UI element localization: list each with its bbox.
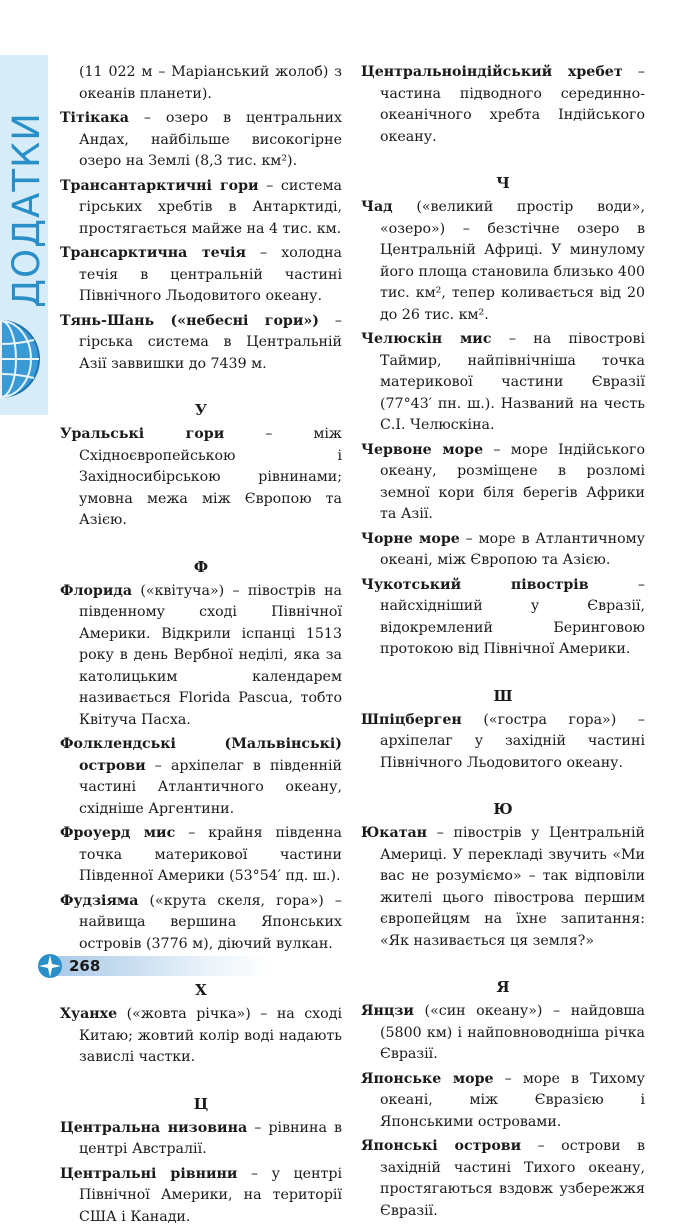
entry-definition: («син океану») – найдовша (5800 км) і найповноводніша річка Євразії. <box>380 1003 645 1062</box>
entry-definition: – частина підводного серединно-океанічного хребта Індійського океану. <box>380 64 645 145</box>
entry-term: Центральні рівнини <box>60 1165 238 1182</box>
entry-definition: (11 022 м – Маріанський жолоб) з океанів планети). <box>79 64 342 102</box>
entry-definition: – у центрі Північної Америки, на території США і Канади. <box>79 1165 343 1225</box>
entry-term: Чад <box>361 199 393 215</box>
entry-definition: – гірська система в Центральній Азії заввишки до 7439 м. <box>79 312 343 372</box>
entry-definition: («великий простір води», «озеро») – безстічне озеро в Центральній Африці. У минулому його площа становила близько 400 тис. км², тепер коливається від 20 до 26 тис. км². <box>380 199 645 323</box>
entry-definition: – між Східноєвропейською і Західносибірською рівнинами; умовна межа між Європою та Азією. <box>79 426 342 528</box>
entry-term: Червоне море <box>361 441 484 458</box>
entry-term: Японське море <box>361 1070 494 1087</box>
glossary-entry <box>361 62 645 148</box>
section-letter: Ю <box>493 800 513 818</box>
section-letter: Ч <box>496 174 510 192</box>
entry-term: Центральноіндійський хребет <box>361 64 623 80</box>
entry-term: Шпіцберген <box>361 711 462 728</box>
section-letter: Ц <box>193 1094 209 1113</box>
glossary-entry <box>60 424 342 532</box>
entry-definition: – система гірських хребтів в Антарктиді, простягається майже на 4 тис. км. <box>79 177 343 237</box>
entry-definition: («жовта річка») – на сході Китаю; жовтий колір воді надають завислі частки. <box>79 1006 342 1065</box>
entry-term: Трансарктична течія <box>60 245 246 261</box>
entry-definition: – найсхідніший у Євразії, відокремлений Беринговою протокою від Північної Америки. <box>380 576 645 657</box>
page-number: 268 <box>69 957 101 975</box>
globe-icon <box>0 318 42 400</box>
entry-term: Янцзи <box>361 1003 414 1019</box>
glossary-entry <box>361 329 645 437</box>
glossary-entry <box>361 440 645 526</box>
entry-term: Юкатан <box>361 825 428 841</box>
entry-definition: – море в Атлантичному океані, між Європою та Азією. <box>380 530 646 568</box>
entry-term: Чорне море <box>361 530 460 547</box>
right-column <box>361 62 645 1225</box>
glossary-entry <box>60 176 342 241</box>
glossary-entry <box>60 1004 342 1069</box>
glossary-entry <box>60 311 342 376</box>
entry-definition: – холодна течія в центральній частині Північного Льодовитого океану. <box>79 245 342 304</box>
entry-definition: – море Індійського океану, розміщене в розломі земної кори біля берегів Африки та Азії. <box>380 441 645 522</box>
glossary-entry <box>361 710 645 775</box>
entry-term: Челюскін мис <box>361 331 492 347</box>
glossary-entry <box>60 891 342 956</box>
compass-icon <box>37 953 63 979</box>
entry-term: Тітікака <box>60 110 130 126</box>
entry-definition: – на півострові Таймир, найпівнічніша точка материкової частини Євразії (77°43′ пн. ш.). Названий на честь С.І. Челюскіна. <box>380 331 645 433</box>
glossary-entry <box>60 823 342 888</box>
entry-term: Чукотський півострів <box>361 576 589 593</box>
page-footer <box>37 953 277 979</box>
entry-term: Фолклендські (Мальвінські) острови <box>60 736 342 774</box>
section-letter: Ф <box>193 557 209 576</box>
glossary-entry <box>361 823 645 952</box>
entry-definition: («квітуча») – півострів на південному сході Північної Америки. Відкрили іспанці 1513 року в день Вербної неділі, яка за католицьким календарем називається Florida Pascua, тобто Квітуча Пасха. <box>79 582 342 728</box>
entry-definition: – острови в західній частині Тихого океану, простягаються вздовж узбережжя Євразії. <box>380 1138 646 1219</box>
glossary-entry <box>60 581 342 732</box>
glossary-entry <box>60 62 342 105</box>
glossary-entry <box>60 243 342 308</box>
section-letter: Х <box>195 981 207 999</box>
entry-term: Хуанхе <box>60 1006 118 1022</box>
entry-term: Фудзіяма <box>60 892 139 909</box>
glossary-entry <box>60 1164 342 1229</box>
section-letter: Я <box>496 978 510 996</box>
entry-definition: – півострів у Центральній Америці. У перекладі звучить «Ми вас не розуміємо» – так відповіли жителі цього півострова першим європейцям на їхне запитання: «Як називається ця земля?» <box>380 825 645 949</box>
glossary-entry <box>361 1001 645 1066</box>
entry-definition: – крайня південна точка материкової частини Південної Америки (53°54′ пд. ш.). <box>79 825 342 884</box>
entry-definition: («гостра гора») – архіпелаг у західній частині Північного Льодовитого океану. <box>380 711 645 771</box>
glossary-entry <box>60 734 342 820</box>
glossary-entry <box>361 1136 645 1222</box>
entry-term: Фроуерд мис <box>60 825 176 841</box>
entry-definition: («крута скеля, гора») – найвища вершина Японських островів (3776 м), діючий вулкан. <box>79 892 342 952</box>
glossary-entry <box>60 108 342 173</box>
glossary-entry <box>361 1069 645 1134</box>
glossary-entry <box>361 529 645 572</box>
entry-term: Японські острови <box>361 1138 522 1154</box>
entry-term: Трансантарктичні гори <box>60 177 259 194</box>
entry-definition: – архіпелаг в південній частині Атлантичного океану, східніше Аргентини. <box>79 757 342 817</box>
entry-term: Уральські гори <box>60 426 225 442</box>
glossary-entry <box>361 197 645 326</box>
entry-term: Тянь-Шань («небесні гори») <box>60 312 319 329</box>
entry-definition: – рівнина в центрі Австралії. <box>79 1119 342 1157</box>
entry-definition: – море в Тихому океані, між Євразією і Японськими островами. <box>380 1070 645 1130</box>
section-letter: Ш <box>493 686 513 705</box>
glossary-entry <box>60 1118 342 1161</box>
left-column <box>60 62 342 1231</box>
glossary-entry <box>361 575 645 661</box>
entry-definition: – озеро в центральних Андах, найбільше високогірне озеро на Землі (8,3 тис. км²). <box>79 110 342 169</box>
entry-term: Центральна низовина <box>60 1119 248 1136</box>
entry-term: Флорида <box>60 582 133 599</box>
section-letter: У <box>194 401 208 419</box>
appendix-label: ДОДАТКИ <box>5 112 48 308</box>
